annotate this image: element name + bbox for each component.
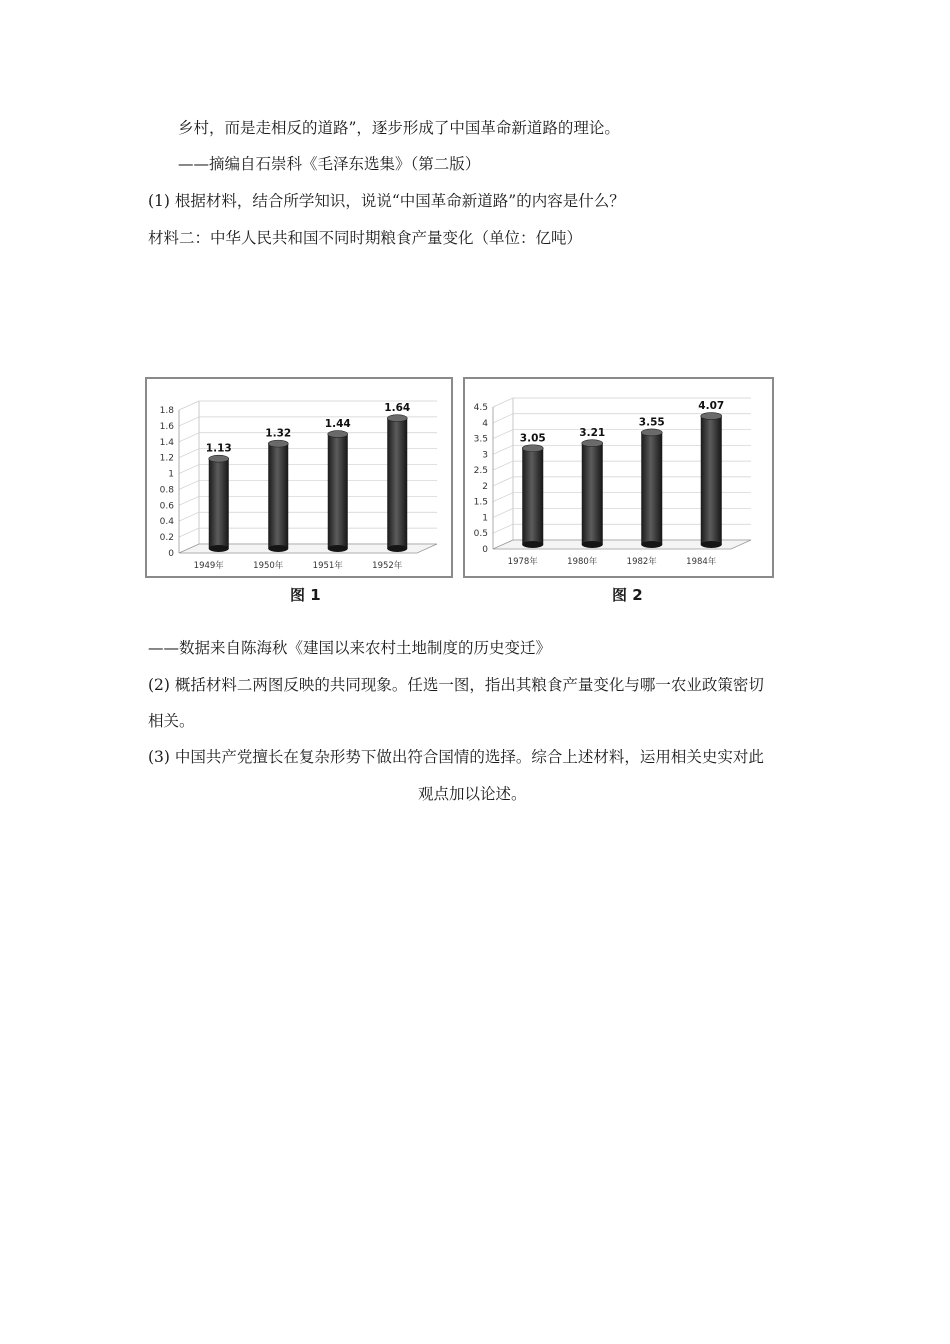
bar-body xyxy=(268,444,288,549)
bar-body xyxy=(387,418,407,548)
y-tick-label: 0.5 xyxy=(473,529,488,540)
question-2-line-2: 相关。 xyxy=(148,712,195,730)
grid-diagonal xyxy=(493,430,513,439)
bar-base xyxy=(387,545,407,552)
bar-base xyxy=(701,541,722,548)
y-tick-label: 0.8 xyxy=(159,485,174,496)
grid-diagonal xyxy=(493,414,513,423)
x-tick-label: 1978年 xyxy=(507,557,538,567)
text-line-1: 乡村，而是走相反的道路”，逐步形成了中国革命新道路的理论。 xyxy=(178,119,620,137)
y-tick-label: 1.4 xyxy=(159,437,174,448)
bar-body xyxy=(522,448,543,544)
bar-top xyxy=(209,455,229,462)
bar-top xyxy=(522,445,543,452)
y-tick-label: 3 xyxy=(482,450,488,461)
bar-base xyxy=(268,545,288,552)
chart-2-caption: 图 2 xyxy=(612,586,643,604)
bar-value-label: 4.07 xyxy=(698,400,725,413)
question-2-line-1: (2) 概括材料二两图反映的共同现象。任选一图，指出其粮食产量变化与哪一农业政策密切 xyxy=(148,676,764,694)
bar-top xyxy=(328,431,348,438)
bar-1950年 xyxy=(268,440,288,552)
bar-1984年 xyxy=(701,413,722,548)
y-tick-label: 1 xyxy=(482,513,488,524)
bar-body xyxy=(328,434,348,548)
y-tick-label: 0 xyxy=(168,549,174,559)
x-tick-label: 1984年 xyxy=(686,557,717,567)
y-tick-label: 1.2 xyxy=(159,453,174,464)
bar-base xyxy=(582,541,603,548)
bar-value-label: 1.64 xyxy=(384,402,411,415)
grid-diagonal xyxy=(179,480,199,489)
bar-1952年 xyxy=(387,415,407,552)
bar-body xyxy=(701,416,722,544)
chart-1-caption: 图 1 xyxy=(290,586,321,604)
y-tick-label: 0.2 xyxy=(159,533,174,544)
y-tick-label: 0 xyxy=(482,545,488,555)
question-1: (1) 根据材料，结合所学知识，说说“中国革命新道路”的内容是什么？ xyxy=(148,192,625,210)
bar-body xyxy=(641,432,662,544)
bar-body xyxy=(582,443,603,544)
y-tick-label: 1.6 xyxy=(159,421,174,432)
grid-diagonal xyxy=(179,433,199,442)
grid-diagonal xyxy=(179,449,199,458)
bar-value-label: 1.44 xyxy=(324,418,351,431)
y-tick-label: 1.8 xyxy=(159,406,174,416)
chart-2 xyxy=(465,379,772,576)
grid-diagonal xyxy=(493,493,513,502)
bar-1978年 xyxy=(522,445,543,548)
grid-diagonal xyxy=(179,401,199,410)
x-tick-label: 1980年 xyxy=(567,557,598,567)
bar-top xyxy=(387,415,407,422)
chart-1-frame xyxy=(145,377,453,578)
grid-diagonal xyxy=(493,477,513,486)
y-tick-label: 0.6 xyxy=(159,501,174,512)
x-tick-label: 1982年 xyxy=(626,557,657,567)
bar-top xyxy=(582,440,603,447)
x-tick-label: 1952年 xyxy=(372,561,403,571)
bar-value-label: 1.32 xyxy=(265,427,292,440)
bar-base xyxy=(209,545,229,552)
y-tick-label: 1.5 xyxy=(473,497,488,508)
bar-top xyxy=(268,440,288,447)
bar-value-label: 3.55 xyxy=(638,416,665,429)
y-tick-label: 0.4 xyxy=(159,517,174,528)
grid-diagonal xyxy=(493,461,513,470)
chart-1 xyxy=(147,379,451,576)
bar-base xyxy=(328,545,348,552)
bar-1982年 xyxy=(641,429,662,548)
chart-2-frame xyxy=(463,377,774,578)
bar-value-label: 3.05 xyxy=(519,432,546,445)
x-tick-label: 1951年 xyxy=(312,561,343,571)
source-2: ——数据来自陈海秋《建国以来农村土地制度的历史变迁》 xyxy=(148,639,552,657)
bar-1980年 xyxy=(582,440,603,548)
bar-body xyxy=(209,459,229,549)
y-tick-label: 2.5 xyxy=(473,466,488,477)
grid-diagonal xyxy=(493,398,513,407)
grid-diagonal xyxy=(179,496,199,505)
bar-1951年 xyxy=(328,431,348,552)
grid-diagonal xyxy=(179,512,199,521)
question-3-line-2: 观点加以论述。 xyxy=(418,785,527,803)
y-tick-label: 4 xyxy=(482,418,488,429)
grid-diagonal xyxy=(179,528,199,537)
bar-1949年 xyxy=(209,455,229,552)
bar-top xyxy=(641,429,662,436)
bar-top xyxy=(701,413,722,420)
question-3-line-1: (3) 中国共产党擅长在复杂形势下做出符合国情的选择。综合上述材料，运用相关史实对此 xyxy=(148,748,764,766)
bar-value-label: 3.21 xyxy=(579,427,606,440)
source-1: ——摘编自石崇科《毛泽东选集》（第二版） xyxy=(178,155,481,173)
bar-base xyxy=(522,541,543,548)
y-tick-label: 4.5 xyxy=(473,403,488,413)
x-tick-label: 1950年 xyxy=(253,561,284,571)
material-2-title: 材料二：中华人民共和国不同时期粮食产量变化（单位：亿吨） xyxy=(148,229,583,247)
y-tick-label: 3.5 xyxy=(473,434,488,445)
grid-diagonal xyxy=(493,508,513,517)
y-tick-label: 1 xyxy=(168,469,174,480)
grid-diagonal xyxy=(493,445,513,454)
bar-value-label: 1.13 xyxy=(205,442,232,455)
bar-base xyxy=(641,541,662,548)
grid-diagonal xyxy=(179,465,199,474)
grid-diagonal xyxy=(493,524,513,533)
grid-diagonal xyxy=(179,417,199,426)
y-tick-label: 2 xyxy=(482,481,488,492)
x-tick-label: 1949年 xyxy=(193,561,224,571)
